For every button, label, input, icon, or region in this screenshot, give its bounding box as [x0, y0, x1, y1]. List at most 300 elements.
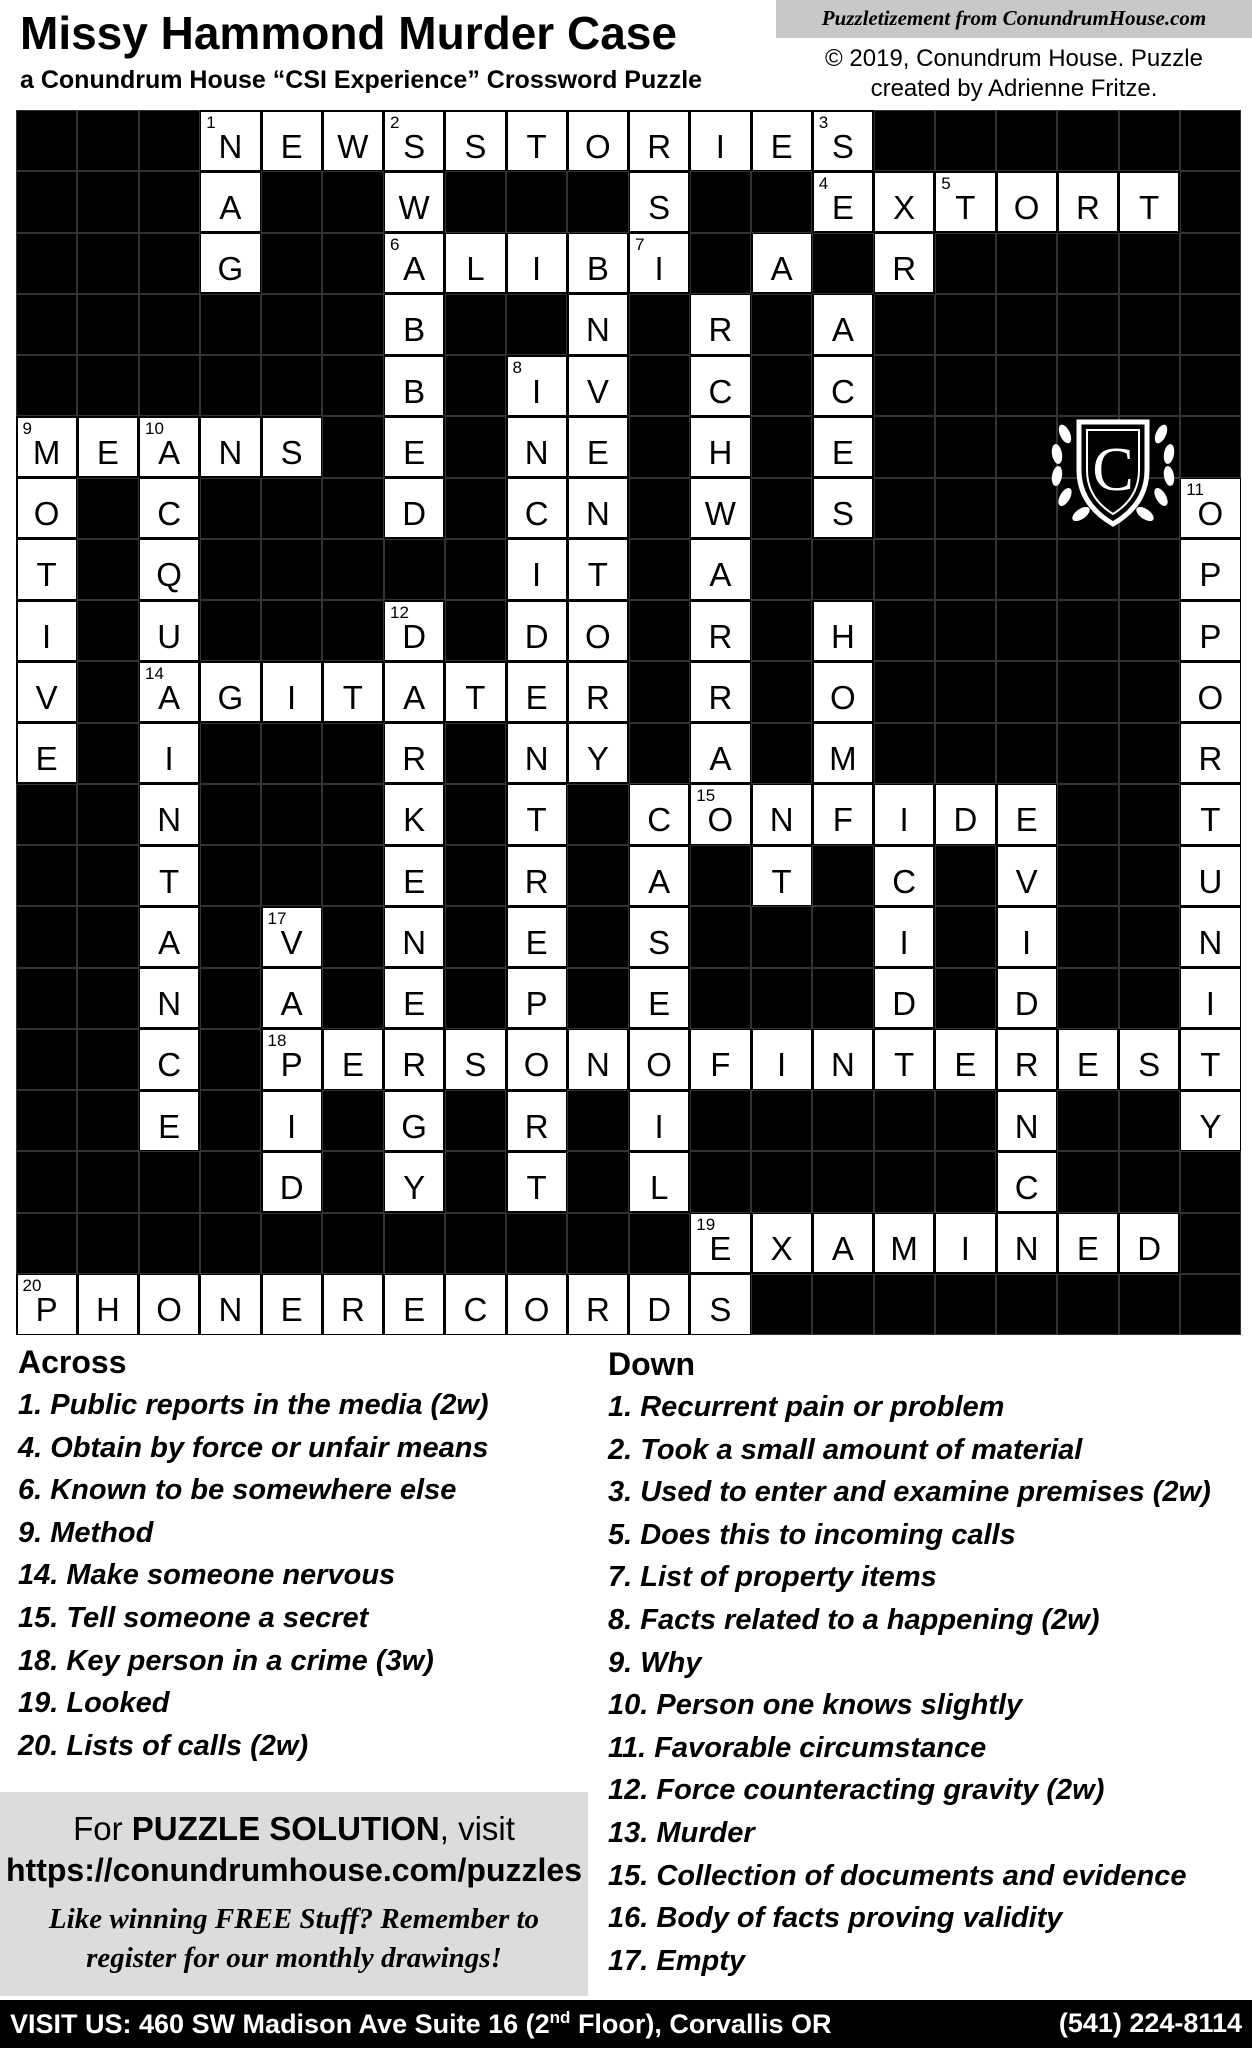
grid-letter: D: [1137, 1230, 1162, 1268]
grid-cell-black: [1119, 845, 1180, 906]
grid-letter: D: [892, 985, 917, 1023]
grid-letter: E: [831, 188, 854, 226]
grid-cell: [508, 785, 566, 843]
grid-cell: [446, 234, 504, 292]
grid-cell-black: [935, 723, 996, 784]
grid-letter: N: [157, 801, 182, 839]
grid-cell-black: [874, 355, 935, 416]
grid-cell: [1181, 724, 1239, 782]
grid-cell: [385, 295, 443, 353]
grid-cell-black: [567, 845, 628, 906]
copyright-line-1: © 2019, Conundrum House. Puzzle: [825, 45, 1203, 72]
grid-letter: G: [217, 678, 244, 716]
grid-cell-black: [1057, 294, 1118, 355]
grid-cell-black: [445, 355, 506, 416]
grid-cell: [630, 847, 688, 905]
clue-number: 10: [145, 418, 164, 438]
grid-cell-black: [1057, 723, 1118, 784]
grid-cell-black: [77, 723, 138, 784]
grid-letter: T: [465, 678, 486, 716]
grid-cell: [263, 969, 321, 1027]
grid-cell-black: [16, 1090, 77, 1151]
grid-cell: [140, 540, 198, 598]
grid-letter: R: [1075, 188, 1100, 226]
grid-letter: Y: [403, 1168, 426, 1206]
down-clue: 5. Does this to incoming calls: [608, 1518, 1016, 1551]
grid-letter: R: [524, 862, 549, 900]
down-clue: 1. Recurrent pain or problem: [608, 1391, 1005, 1423]
grid-cell: [630, 1092, 688, 1150]
grid-cell: [569, 1275, 627, 1333]
grid-cell: [630, 112, 688, 170]
grid-cell-black: [1180, 110, 1241, 171]
grid-letter: H: [95, 1291, 120, 1329]
grid-cell-black: [935, 1274, 996, 1335]
grid-cell-black: [874, 661, 935, 722]
grid-cell-black: [16, 906, 77, 967]
grid-cell-black: [139, 233, 200, 294]
grid-letter: R: [402, 740, 427, 778]
grid-cell: [998, 1030, 1056, 1088]
grid-letter: U: [157, 617, 182, 655]
grid-cell: [508, 969, 566, 1027]
grid-cell-black: [629, 1213, 690, 1274]
grid-cell-black: [567, 1090, 628, 1151]
grid-letter: R: [708, 617, 733, 655]
grid-cell-black: [1119, 661, 1180, 722]
clue-number: 2: [390, 112, 400, 132]
grid-cell-black: [322, 539, 383, 600]
grid-cell: [691, 418, 749, 476]
grid-cell: [508, 602, 566, 660]
grid-cell: [998, 1092, 1056, 1150]
grid-cell-black: [751, 478, 812, 539]
grid-cell-black: [1180, 1213, 1241, 1274]
grid-letter: E: [709, 1230, 732, 1268]
grid-cell-black: [935, 294, 996, 355]
grid-cell: [691, 479, 749, 537]
grid-letter: P: [1199, 556, 1222, 594]
grid-cell: [1181, 479, 1239, 537]
grid-cell-black: [996, 233, 1057, 294]
grid-cell: [569, 602, 627, 660]
grid-cell: [263, 112, 321, 170]
grid-cell-black: [629, 294, 690, 355]
grid-letter: A: [158, 433, 181, 471]
grid-cell: [630, 1275, 688, 1333]
grid-cell: [875, 785, 933, 843]
grid-cell-black: [200, 1090, 261, 1151]
grid-cell: [691, 112, 749, 170]
grid-cell-black: [139, 1151, 200, 1212]
grid-cell-black: [567, 1151, 628, 1212]
grid-cell: [385, 908, 443, 966]
grid-cell-black: [1057, 233, 1118, 294]
clue-number: 19: [696, 1215, 716, 1234]
grid-letter: U: [1198, 862, 1223, 900]
grid-letter: E: [525, 678, 548, 716]
grid-letter: B: [586, 250, 609, 288]
grid-cell-black: [77, 110, 138, 171]
grid-cell: [569, 1030, 627, 1088]
grid-letter: I: [960, 1230, 970, 1268]
grid-letter: N: [1014, 1107, 1039, 1145]
grid-cell-black: [1057, 845, 1118, 906]
grid-cell-black: [445, 723, 506, 784]
down-clue: 12. Force counteracting gravity (2w): [608, 1774, 1105, 1807]
down-clue: 10. Person one knows slightly: [608, 1689, 1023, 1722]
grid-letter: W: [337, 127, 369, 165]
grid-cell-black: [445, 539, 506, 600]
grid-cell: [201, 418, 259, 476]
grid-letter: C: [830, 372, 855, 410]
grid-cell: [753, 1030, 811, 1088]
grid-cell: [630, 173, 688, 231]
grid-letter: A: [709, 556, 732, 594]
grid-letter: C: [647, 801, 672, 839]
grid-cell: [324, 112, 382, 170]
across-clue: 18. Key person in a crime (3w): [18, 1644, 434, 1677]
grid-cell-black: [1119, 906, 1180, 967]
grid-cell-black: [567, 784, 628, 845]
grid-cell-black: [445, 1090, 506, 1151]
grid-cell: [691, 1214, 749, 1272]
grid-cell-black: [874, 416, 935, 477]
grid-cell-black: [812, 233, 873, 294]
grid-cell-black: [996, 1274, 1057, 1335]
grid-letter: D: [279, 1168, 304, 1206]
grid-cell: [385, 479, 443, 537]
clue-number: 3: [818, 112, 829, 132]
grid-cell: [814, 479, 872, 537]
grid-cell: [508, 908, 566, 966]
grid-cell: [18, 663, 76, 721]
grid-cell: [508, 847, 566, 905]
grid-letter: N: [1014, 1230, 1039, 1268]
grid-cell-black: [16, 1213, 77, 1274]
grid-cell-black: [567, 1213, 628, 1274]
grid-cell-black: [751, 1274, 812, 1335]
grid-letter: S: [648, 188, 671, 226]
grid-cell: [1059, 173, 1117, 231]
grid-cell: [263, 1092, 321, 1150]
grid-letter: A: [280, 985, 303, 1023]
grid-cell: [569, 295, 627, 353]
across-clue: 1. Public reports in the media (2w): [18, 1389, 489, 1421]
grid-letter: T: [1200, 801, 1221, 839]
grid-cell: [140, 847, 198, 905]
grid-cell-black: [16, 355, 77, 416]
grid-letter: E: [280, 127, 303, 165]
tagline-box: [776, 0, 1252, 38]
grid-cell-black: [322, 416, 383, 477]
grid-cell-black: [1180, 233, 1241, 294]
puzzle-title: Missy Hammond Murder Case: [20, 7, 677, 59]
grid-cell: [508, 479, 566, 537]
grid-cell: [263, 1030, 321, 1088]
grid-letter: N: [585, 495, 610, 533]
grid-cell: [508, 540, 566, 598]
grid-cell-black: [445, 1213, 506, 1274]
grid-letter: N: [218, 1291, 243, 1329]
grid-cell-black: [1180, 416, 1241, 477]
grid-cell: [140, 969, 198, 1027]
grid-cell-black: [445, 416, 506, 477]
down-clue: 8. Facts related to a happening (2w): [608, 1603, 1100, 1636]
grid-letter: B: [403, 372, 426, 410]
grid-cell-black: [200, 294, 261, 355]
grid-letter: I: [532, 250, 542, 288]
solution-heading: [0, 1810, 588, 1848]
grid-cell-black: [445, 784, 506, 845]
crest-laurel-icon: [1043, 400, 1183, 540]
grid-cell-black: [935, 539, 996, 600]
grid-letter: H: [830, 617, 855, 655]
across-clue: 19. Looked: [18, 1687, 170, 1720]
grid-letter: I: [654, 1107, 664, 1145]
grid-letter: R: [1014, 1046, 1039, 1084]
grid-cell-black: [77, 294, 138, 355]
grid-letter: X: [770, 1230, 793, 1268]
grid-letter: P: [1199, 617, 1222, 655]
grid-letter: D: [402, 495, 427, 533]
grid-cell-black: [16, 1029, 77, 1090]
grid-letter: T: [771, 862, 792, 900]
crest-letter: C: [1092, 436, 1134, 504]
grid-cell-black: [322, 600, 383, 661]
grid-cell-black: [935, 416, 996, 477]
grid-letter: E: [158, 1107, 181, 1145]
grid-letter: V: [280, 923, 303, 961]
grid-cell-black: [200, 723, 261, 784]
grid-cell-black: [935, 1090, 996, 1151]
grid-cell: [18, 418, 76, 476]
grid-cell: [324, 1030, 382, 1088]
grid-letter: C: [463, 1291, 488, 1329]
address-sup: nd: [549, 2008, 571, 2027]
grid-letter: C: [524, 495, 549, 533]
grid-cell-black: [322, 294, 383, 355]
grid-cell-black: [77, 906, 138, 967]
grid-cell-black: [1119, 600, 1180, 661]
grid-cell: [569, 724, 627, 782]
grid-letter: E: [35, 740, 58, 778]
grid-cell: [79, 418, 137, 476]
grid-cell: [753, 847, 811, 905]
grid-cell: [569, 540, 627, 598]
grid-cell-black: [77, 661, 138, 722]
across-clue: 9. Method: [18, 1516, 154, 1549]
clue-number: 7: [635, 235, 645, 254]
grid-letter: E: [831, 433, 854, 471]
grid-cell: [385, 724, 443, 782]
grid-cell-black: [1180, 171, 1241, 232]
grid-letter: I: [1205, 985, 1215, 1023]
grid-letter: T: [526, 801, 547, 839]
grid-letter: X: [893, 188, 916, 226]
grid-letter: V: [35, 678, 58, 716]
grid-cell: [630, 1153, 688, 1211]
grid-cell-black: [567, 171, 628, 232]
grid-letter: E: [403, 862, 426, 900]
grid-cell: [508, 1275, 566, 1333]
grid-cell: [446, 1275, 504, 1333]
grid-cell-black: [16, 1151, 77, 1212]
grid-cell: [201, 234, 259, 292]
grid-letter: O: [707, 801, 734, 839]
clue-number: 15: [696, 786, 716, 806]
grid-cell-black: [1119, 723, 1180, 784]
grid-cell: [263, 908, 321, 966]
grid-cell: [691, 785, 749, 843]
clue-number: 9: [22, 418, 32, 438]
grid-cell-black: [445, 478, 506, 539]
grid-cell-black: [751, 294, 812, 355]
grid-cell: [691, 1275, 749, 1333]
grid-letter: Y: [586, 740, 609, 778]
grid-letter: S: [709, 1291, 732, 1329]
grid-cell: [814, 1214, 872, 1272]
grid-letter: N: [1198, 923, 1223, 961]
grid-cell-black: [322, 1090, 383, 1151]
grid-cell: [324, 663, 382, 721]
grid-cell-black: [200, 1029, 261, 1090]
grid-letter: C: [157, 495, 182, 533]
grid-cell-black: [1057, 110, 1118, 171]
grid-cell-black: [1057, 1151, 1118, 1212]
grid-cell-black: [77, 478, 138, 539]
grid-letter: I: [287, 1107, 297, 1145]
grid-cell: [630, 785, 688, 843]
crossword-grid: [16, 110, 1241, 1335]
grid-cell-black: [1119, 968, 1180, 1029]
grid-letter: E: [96, 433, 119, 471]
grid-letter: R: [585, 1291, 610, 1329]
grid-letter: Q: [156, 556, 182, 594]
grid-cell: [18, 724, 76, 782]
grid-cell-black: [200, 784, 261, 845]
grid-cell: [508, 357, 566, 415]
grid-letter: E: [403, 1291, 426, 1329]
grid-cell: [998, 173, 1056, 231]
grid-letter: S: [831, 495, 854, 533]
grid-cell-black: [751, 416, 812, 477]
grid-letter: O: [830, 678, 856, 716]
grid-cell-black: [935, 233, 996, 294]
grid-cell: [691, 663, 749, 721]
grid-cell: [201, 173, 259, 231]
grid-cell-black: [322, 1151, 383, 1212]
grid-cell-black: [629, 723, 690, 784]
grid-cell-black: [812, 539, 873, 600]
grid-cell-black: [935, 845, 996, 906]
solution-link[interactable]: https://conundrumhouse.com/puzzles: [5, 1852, 582, 1888]
grid-cell: [875, 847, 933, 905]
grid-cell: [385, 418, 443, 476]
grid-letter: I: [654, 250, 664, 288]
grid-letter: A: [403, 250, 426, 288]
grid-cell: [630, 234, 688, 292]
grid-letter: B: [403, 311, 426, 349]
grid-cell-black: [200, 355, 261, 416]
grid-cell-black: [935, 1151, 996, 1212]
grid-cell-black: [812, 845, 873, 906]
grid-cell: [263, 663, 321, 721]
grid-cell: [1120, 173, 1178, 231]
grid-cell: [140, 418, 198, 476]
grid-cell-black: [1119, 233, 1180, 294]
grid-cell: [936, 173, 994, 231]
grid-cell-black: [261, 600, 322, 661]
grid-cell-black: [322, 845, 383, 906]
grid-cell: [875, 234, 933, 292]
clue-number: 18: [267, 1031, 287, 1051]
grid-cell-black: [1057, 968, 1118, 1029]
grid-letter: T: [1200, 1046, 1221, 1084]
grid-cell-black: [629, 355, 690, 416]
grid-letter: I: [42, 617, 52, 655]
grid-cell-black: [200, 539, 261, 600]
grid-cell-black: [874, 294, 935, 355]
grid-cell: [1181, 602, 1239, 660]
grid-cell-black: [77, 171, 138, 232]
grid-letter: C: [1014, 1168, 1039, 1206]
grid-letter: P: [525, 985, 548, 1023]
footer-address: [10, 2008, 831, 2040]
grid-cell-black: [322, 906, 383, 967]
grid-letter: A: [831, 311, 854, 349]
grid-cell: [140, 602, 198, 660]
grid-letter: N: [830, 1046, 855, 1084]
grid-cell: [140, 724, 198, 782]
grid-letter: M: [829, 740, 857, 778]
clue-number: 5: [941, 173, 951, 193]
grid-cell-black: [996, 110, 1057, 171]
down-clue: 11. Favorable circumstance: [608, 1731, 987, 1764]
grid-cell-black: [139, 110, 200, 171]
grid-letter: I: [287, 678, 297, 716]
across-clue: 4. Obtain by force or unfair means: [18, 1431, 489, 1464]
down-clue: 2. Took a small amount of material: [608, 1433, 1083, 1466]
grid-cell-black: [1057, 600, 1118, 661]
grid-cell: [1181, 847, 1239, 905]
down-heading: Down: [608, 1346, 696, 1382]
grid-cell-black: [751, 906, 812, 967]
grid-letter: I: [899, 923, 909, 961]
grid-cell-black: [874, 110, 935, 171]
grid-cell-black: [1119, 110, 1180, 171]
grid-cell-black: [935, 355, 996, 416]
grid-letter: E: [1076, 1230, 1099, 1268]
grid-cell-black: [16, 233, 77, 294]
grid-letter: S: [464, 127, 487, 165]
grid-letter: E: [525, 923, 548, 961]
grid-cell: [875, 969, 933, 1027]
grid-cell: [1059, 1030, 1117, 1088]
grid-cell: [691, 602, 749, 660]
grid-cell-black: [506, 171, 567, 232]
grid-cell: [1181, 1030, 1239, 1088]
grid-letter: O: [646, 1046, 672, 1084]
grid-cell: [875, 1030, 933, 1088]
grid-cell: [814, 112, 872, 170]
grid-cell: [569, 234, 627, 292]
grid-cell: [385, 112, 443, 170]
grid-letter: W: [398, 188, 430, 226]
grid-letter: R: [524, 1107, 549, 1145]
grid-letter: F: [710, 1046, 731, 1084]
grid-cell-black: [874, 723, 935, 784]
